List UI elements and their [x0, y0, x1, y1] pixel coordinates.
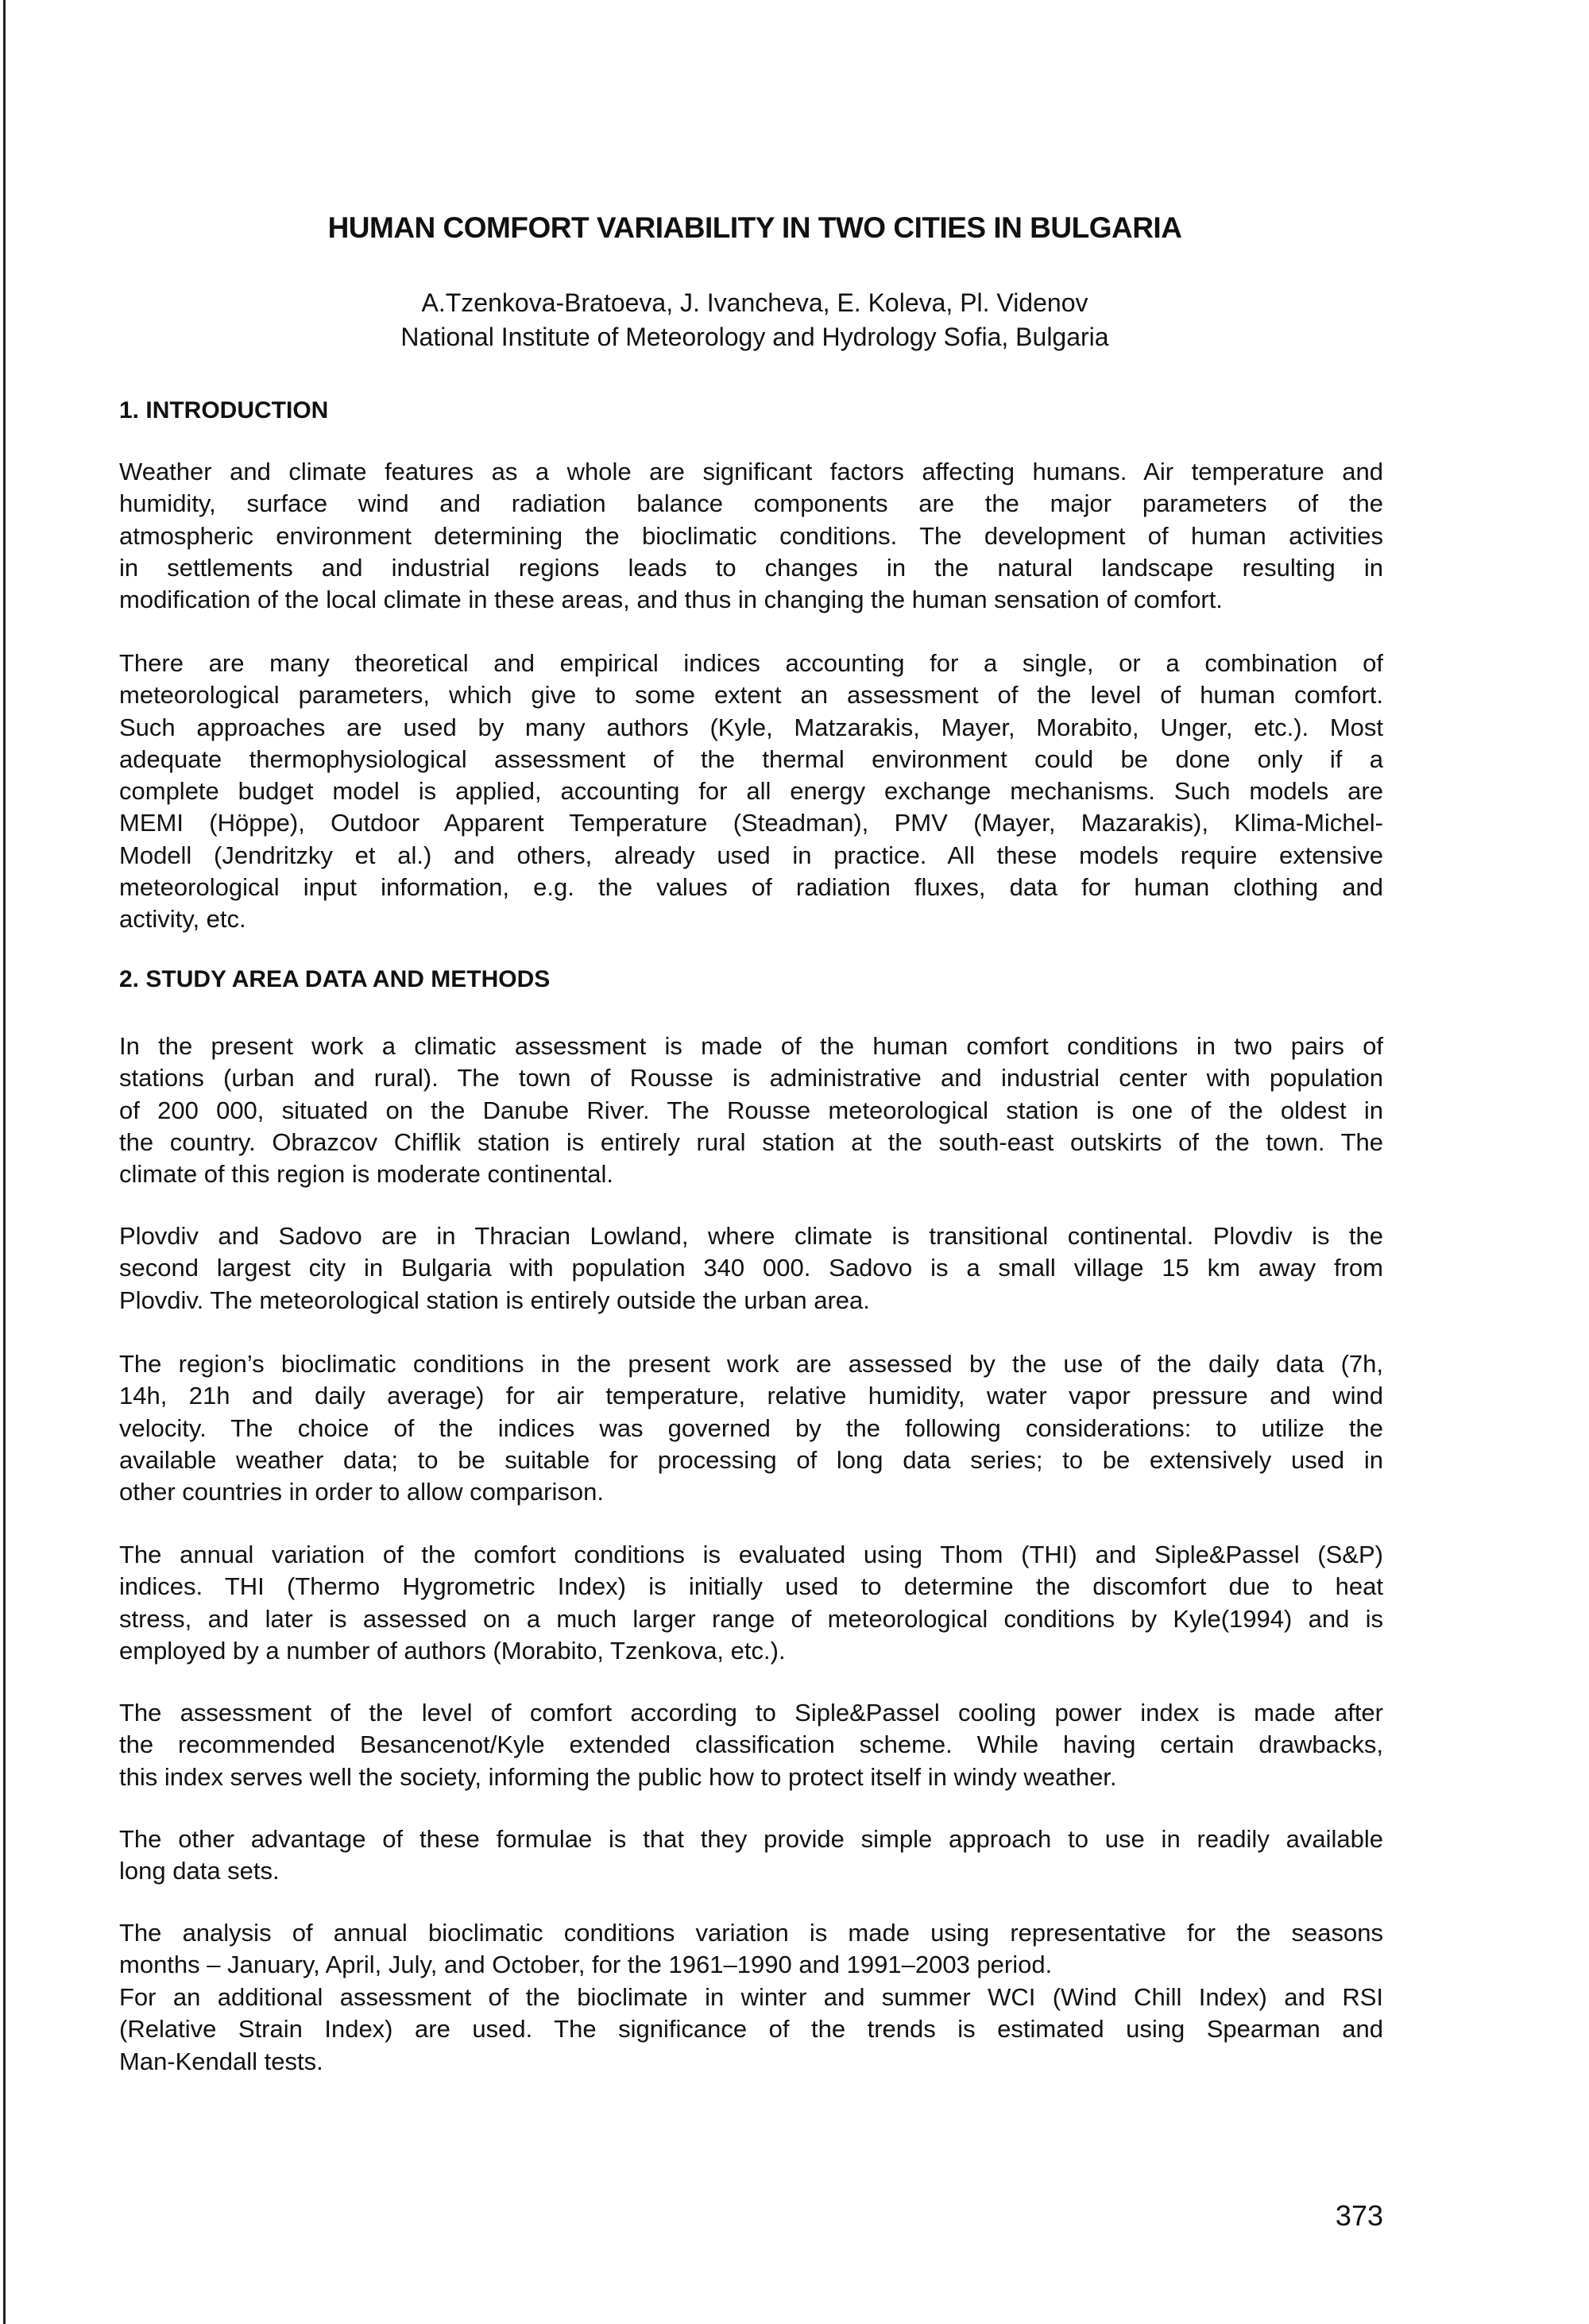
paragraph: [119, 648, 1383, 936]
text-line: The assessment of the level of comfort according to Siple&Passel cooling power index is made after: [119, 1699, 1383, 1727]
text-line: the recommended Besancenot/Kyle extended classification scheme. While having certain drawbacks,: [119, 1730, 1383, 1759]
paragraph: [119, 1697, 1383, 1793]
text-line: MEMI (Höppe), Outdoor Apparent Temperature (Steadman), PMV (Mayer, Mazarakis), Klima-Michel-: [119, 809, 1383, 837]
text-line: indices. THI (Thermo Hygrometric Index) is initially used to determine the discomfort due to heat: [119, 1572, 1383, 1601]
text-line: months – January, April, July, and October, for the 1961–1990 and 1991–2003 period.: [119, 1951, 1053, 1979]
text-line: in settlements and industrial regions leads to changes in the natural landscape resulting in: [119, 553, 1383, 582]
text-line: The annual variation of the comfort conditions is evaluated using Thom (THI) and Siple&Passel (S&P): [119, 1541, 1383, 1568]
paragraph: [119, 1220, 1383, 1317]
text-line: The other advantage of these formulae is that they provide simple approach to use in readily available: [119, 1825, 1383, 1853]
text-line: Modell (Jendritzky et al.) and others, already used in practice. All these models require extensive: [119, 841, 1383, 869]
paragraph: [119, 1917, 1383, 1982]
text-line: climate of this region is moderate continental.: [119, 1160, 614, 1189]
text-line: activity, etc.: [119, 905, 246, 934]
text-line: modification of the local climate in these areas, and thus in changing the human sensation of comfort.: [119, 586, 1223, 614]
text-line: complete budget model is applied, accounting for all energy exchange mechanisms. Such models are: [119, 777, 1383, 806]
text-line: humidity, surface wind and radiation balance components are the major parameters of the: [119, 489, 1383, 518]
text-line: The region’s bioclimatic conditions in the present work are assessed by the use of the daily data (7h,: [119, 1350, 1383, 1378]
text-line: atmospheric environment determining the bioclimatic conditions. The development of human activities: [119, 521, 1383, 550]
paragraph: [119, 1823, 1383, 1888]
text-line: long data sets.: [119, 1857, 280, 1885]
page-number: 373: [1335, 2199, 1383, 2232]
text-line: available weather data; to be suitable for processing of long data series; to be extensively used in: [119, 1445, 1383, 1474]
text-line: stations (urban and rural). The town of Rousse is administrative and industrial center with population: [119, 1064, 1383, 1092]
paragraph: [119, 1348, 1383, 1508]
text-line: this index serves well the society, informing the public how to protect itself in windy weather.: [119, 1762, 1117, 1791]
paragraph: [119, 1982, 1383, 2078]
paragraph: [119, 1031, 1383, 1190]
text-line: 14h, 21h and daily average) for air temperature, relative humidity, water vapor pressure and wind: [119, 1382, 1383, 1410]
paragraph: [119, 456, 1383, 616]
text-line: second largest city in Bulgaria with population 340 000. Sadovo is a small village 15 km away from: [119, 1254, 1383, 1282]
paragraph: [119, 1539, 1383, 1667]
text-line: the country. Obrazcov Chiflik station is entirely rural station at the south-east outskirts of the town. The: [119, 1127, 1383, 1156]
text-line: employed by a number of authors (Morabito, Tzenkova, etc.).: [119, 1636, 786, 1665]
text-line: Plovdiv and Sadovo are in Thracian Lowland, where climate is transitional continental. Plovdiv is the: [119, 1222, 1383, 1250]
text-line: velocity. The choice of the indices was governed by the following considerations: to utilize the: [119, 1413, 1383, 1442]
text-line: Plovdiv. The meteorological station is entirely outside the urban area.: [119, 1286, 870, 1314]
paper-title: HUMAN COMFORT VARIABILITY IN TWO CITIES IN BULGARIA: [327, 211, 1182, 244]
text-line: meteorological input information, e.g. the values of radiation fluxes, data for human clothing and: [119, 873, 1383, 902]
text-line: meteorological parameters, which give to some extent an assessment of the level of human comfort.: [119, 681, 1383, 710]
section-heading-introduction: 1. INTRODUCTION: [119, 397, 329, 423]
affiliation: National Institute of Meteorology and Hydrology Sofia, Bulgaria: [400, 323, 1109, 351]
section-heading-study-area: 2. STUDY AREA DATA AND METHODS: [119, 966, 551, 992]
text-line: In the present work a climatic assessment is made of the human comfort conditions in two pairs of: [119, 1032, 1383, 1060]
text-line: (Relative Strain Index) are used. The significance of the trends is estimated using Spearman and: [119, 2015, 1383, 2044]
text-line: The analysis of annual bioclimatic conditions variation is made using representative for the seasons: [119, 1919, 1383, 1947]
text-line: other countries in order to allow comparison.: [119, 1478, 604, 1506]
text-line: Weather and climate features as a whole are significant factors affecting humans. Air temperature and: [119, 458, 1383, 485]
text-line: There are many theoretical and empirical indices accounting for a single, or a combination of: [119, 649, 1383, 677]
text-line: of 200 000, situated on the Danube River. The Rousse meteorological station is one of the oldest in: [119, 1096, 1383, 1124]
text-line: stress, and later is assessed on a much larger range of meteorological conditions by Kyle(1994) and is: [119, 1604, 1383, 1633]
text-line: Man-Kendall tests.: [119, 2047, 323, 2075]
text-line: For an additional assessment of the bioclimate in winter and summer WCI (Wind Chill Index) and RSI: [119, 1983, 1383, 2011]
authors: A.Tzenkova-Bratoeva, J. Ivancheva, E. Koleva, Pl. Videnov: [421, 288, 1088, 317]
text-line: adequate thermophysiological assessment of the thermal environment could be done only if a: [119, 744, 1383, 773]
text-line: Such approaches are used by many authors (Kyle, Matzarakis, Mayer, Morabito, Unger, etc.). Most: [119, 713, 1383, 741]
